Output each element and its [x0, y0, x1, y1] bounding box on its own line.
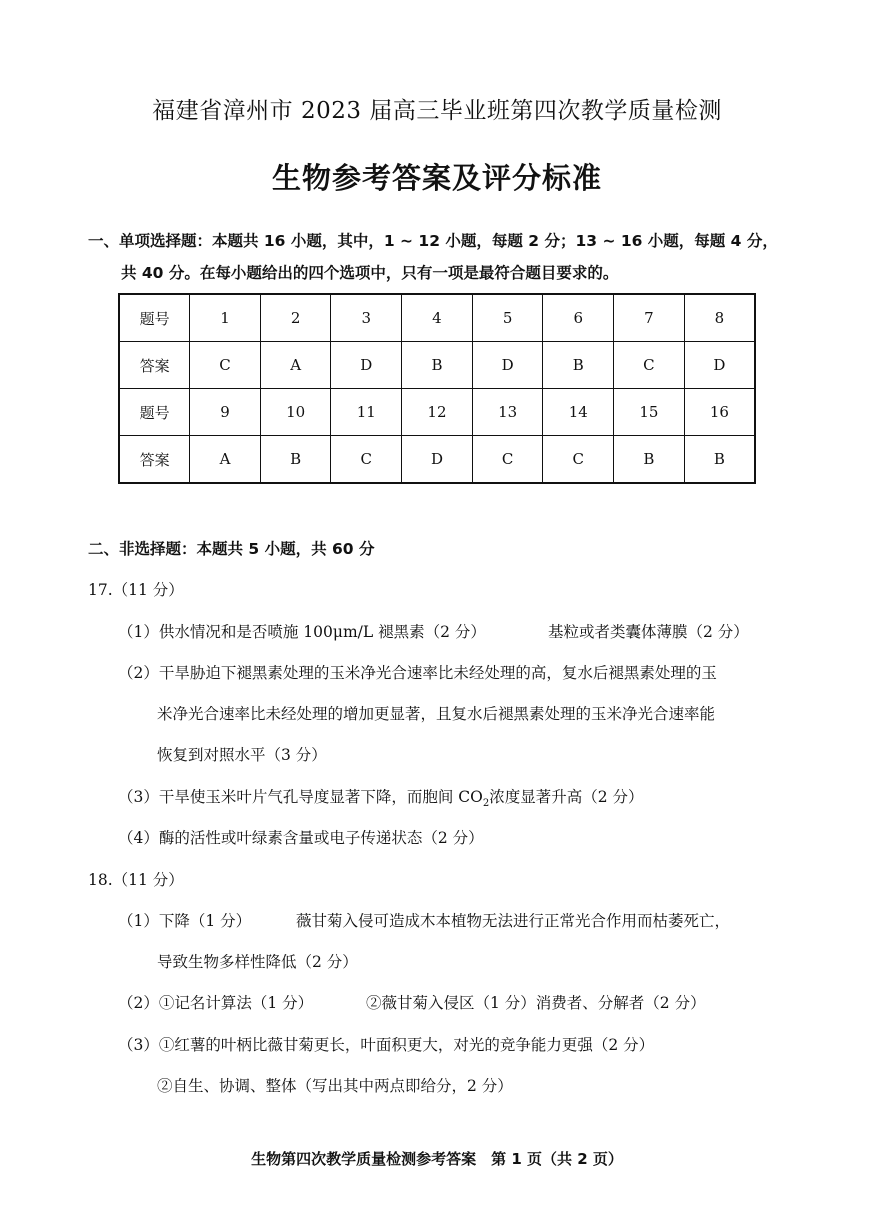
table-cell: B: [402, 342, 473, 389]
q17-answer-2b: 米净光合速率比未经处理的增加更显著，且复水后褪黑素处理的玉米净光合速率能: [157, 705, 716, 723]
table-cell: 3: [331, 294, 402, 342]
table-cell: B: [684, 436, 755, 484]
table-cell: C: [190, 342, 261, 389]
table-cell: 答案: [119, 436, 190, 484]
document-subtitle: 生物参考答案及评分标准: [271, 161, 602, 195]
table-cell: A: [260, 342, 331, 389]
table-cell: 7: [614, 294, 685, 342]
q17-answer-3a: （3）干旱使玉米叶片气孔导度显著下降，而胞间 CO: [118, 788, 483, 806]
q17-answer-3b: 浓度显著升高（2 分）: [489, 788, 644, 806]
table-cell: 11: [331, 389, 402, 436]
table-row: [119, 342, 755, 389]
q17-answer-2a: （2）干旱胁迫下褪黑素处理的玉米净光合速率比未经处理的高，复水后褪黑素处理的玉: [118, 664, 717, 682]
section1-heading: 一、单项选择题：本题共 16 小题，其中，1 ~ 12 小题，每题 2 分；13 ~ 16 小题，每题 4 分，: [88, 232, 778, 250]
table-row: [119, 389, 755, 436]
table-cell: 答案: [119, 342, 190, 389]
table-cell: 10: [260, 389, 331, 436]
table-cell: 题号: [119, 294, 190, 342]
q18-answer-1a: （1）下降（1 分）: [118, 912, 252, 930]
table-cell: 9: [190, 389, 261, 436]
section1-heading-cont: 共 40 分。在每小题给出的四个选项中，只有一项是最符合题目要求的。: [121, 264, 619, 282]
table-cell: 5: [472, 294, 543, 342]
table-cell: D: [472, 342, 543, 389]
table-cell: 15: [614, 389, 685, 436]
table-cell: C: [614, 342, 685, 389]
q18-answer-2b: ②薇甘菊入侵区（1 分）消费者、分解者（2 分）: [366, 994, 706, 1012]
table-cell: 4: [402, 294, 473, 342]
question-17-label: 17.（11 分）: [88, 581, 184, 599]
table-cell: 8: [684, 294, 755, 342]
table-cell: 2: [260, 294, 331, 342]
question-18-label: 18.（11 分）: [88, 871, 184, 889]
table-cell: 12: [402, 389, 473, 436]
q17-answer-4: （4）酶的活性或叶绿素含量或电子传递状态（2 分）: [118, 829, 484, 847]
q18-answer-1c: 导致生物多样性降低（2 分）: [157, 953, 358, 971]
table-cell: B: [260, 436, 331, 484]
table-cell: C: [331, 436, 402, 484]
table-cell: D: [331, 342, 402, 389]
q17-answer-1b: 基粒或者类囊体薄膜（2 分）: [548, 623, 749, 641]
table-cell: 14: [543, 389, 614, 436]
table-cell: A: [190, 436, 261, 484]
q18-answer-2a: （2）①记名计算法（1 分）: [118, 994, 314, 1012]
q17-answer-1a: （1）供水情况和是否喷施 100μm/L 褪黑素（2 分）: [118, 623, 486, 641]
table-cell: D: [402, 436, 473, 484]
co2-subscript: 2: [482, 798, 490, 809]
table-cell: 13: [472, 389, 543, 436]
q17-answer-3: [118, 785, 644, 807]
document-title: 福建省漳州市 2023 届高三毕业班第四次教学质量检测: [152, 98, 722, 124]
q18-answer-3a: （3）①红薯的叶柄比薇甘菊更长，叶面积更大，对光的竞争能力更强（2 分）: [118, 1036, 655, 1054]
table-cell: 6: [543, 294, 614, 342]
table-cell: C: [472, 436, 543, 484]
q18-answer-1b: 薇甘菊入侵可造成木本植物无法进行正常光合作用而枯萎死亡，: [296, 912, 731, 930]
answer-table: [118, 293, 756, 484]
table-cell: 16: [684, 389, 755, 436]
table-row: [119, 436, 755, 484]
table-cell: B: [543, 342, 614, 389]
section2-heading: 二、非选择题：本题共 5 小题，共 60 分: [88, 540, 375, 558]
q18-answer-3b: ②自生、协调、整体（写出其中两点即给分，2 分）: [157, 1077, 513, 1095]
table-cell: 1: [190, 294, 261, 342]
table-cell: D: [684, 342, 755, 389]
page-footer: 生物第四次教学质量检测参考答案 第 1 页（共 2 页）: [251, 1150, 623, 1168]
table-cell: B: [614, 436, 685, 484]
table-cell: C: [543, 436, 614, 484]
table-row: [119, 294, 755, 342]
table-cell: 题号: [119, 389, 190, 436]
q17-answer-2c: 恢复到对照水平（3 分）: [157, 746, 327, 764]
